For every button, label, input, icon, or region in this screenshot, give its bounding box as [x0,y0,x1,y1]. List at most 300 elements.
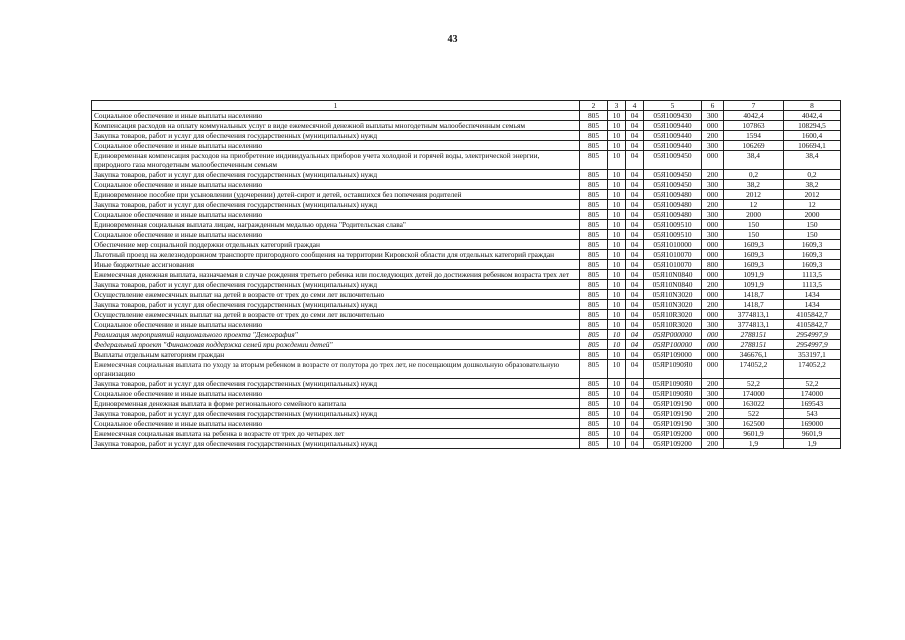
row-target-code-cell: 05ЯP109000 [644,350,702,360]
row-amount-1-cell: 163022 [724,399,784,409]
table-row [92,310,841,320]
row-subsection-cell: 04 [626,121,644,131]
row-name-cell: Социальное обеспечение и иные выплаты населению [92,320,580,330]
row-section-cell: 10 [608,429,626,439]
row-name-cell: Единовременное пособие при усыновлении (удочерении) детей-сирот и детей, оставшихся без попечения родителей [92,190,580,200]
row-amount-2-cell: 1609,3 [784,240,841,250]
row-subsection-cell: 04 [626,240,644,250]
row-amount-1-cell: 9601,9 [724,429,784,439]
row-name-cell: Закупка товаров, работ и услуг для обеспечения государственных (муниципальных) нужд [92,409,580,419]
row-name-cell: Единовременная социальная выплата лицам, награжденным медалью ордена "Родительская слава" [92,220,580,230]
column-header-1: 1 [92,101,580,111]
row-name-cell: Закупка товаров, работ и услуг для обеспечения государственных (муниципальных) нужд [92,379,580,389]
row-name-cell: Закупка товаров, работ и услуг для обеспечения государственных (муниципальных) нужд [92,439,580,449]
row-amount-2-cell: 2012 [784,190,841,200]
row-section-cell: 10 [608,399,626,409]
row-amount-1-cell: 1609,3 [724,250,784,260]
table-row [92,220,841,230]
row-name-cell: Социальное обеспечение и иные выплаты населению [92,230,580,240]
row-name-cell: Льготный проезд на железнодорожном транспорте пригородного сообщения на территории Кировской области для отдельных категорий граждан [92,250,580,260]
row-name-cell: Закупка товаров, работ и услуг для обеспечения государственных (муниципальных) нужд [92,300,580,310]
table-row [92,330,841,340]
row-amount-1-cell: 1418,7 [724,300,784,310]
row-amount-1-cell: 346676,1 [724,350,784,360]
row-ved-cell: 805 [580,429,608,439]
row-expense-type-cell: 200 [702,439,724,449]
row-amount-2-cell: 1609,3 [784,260,841,270]
row-ved-cell: 805 [580,409,608,419]
row-target-code-cell: 05Я1009480 [644,190,702,200]
row-expense-type-cell: 300 [702,180,724,190]
row-section-cell: 10 [608,350,626,360]
row-ved-cell: 805 [580,280,608,290]
row-expense-type-cell: 200 [702,170,724,180]
row-ved-cell: 805 [580,131,608,141]
row-ved-cell: 805 [580,360,608,379]
row-name-cell: Осуществление ежемесячных выплат на детей в возрасте от трех до семи лет включительно [92,310,580,320]
table-row [92,170,841,180]
row-subsection-cell: 04 [626,141,644,151]
row-ved-cell: 805 [580,419,608,429]
column-header-8: 8 [784,101,841,111]
row-subsection-cell: 04 [626,220,644,230]
row-target-code-cell: 05ЯP100000 [644,340,702,350]
table-row [92,379,841,389]
table-body [92,111,841,449]
row-target-code-cell: 05Я1010070 [644,250,702,260]
row-amount-1-cell: 174052,2 [724,360,784,379]
table-row [92,360,841,379]
row-amount-1-cell: 2788151 [724,330,784,340]
row-target-code-cell: 05Я1010070 [644,260,702,270]
row-name-cell: Социальное обеспечение и иные выплаты населению [92,210,580,220]
table-row [92,270,841,280]
row-ved-cell: 805 [580,180,608,190]
row-ved-cell: 805 [580,320,608,330]
row-section-cell: 10 [608,360,626,379]
row-section-cell: 10 [608,300,626,310]
row-subsection-cell: 04 [626,310,644,320]
table-row [92,250,841,260]
row-section-cell: 10 [608,260,626,270]
row-name-cell: Закупка товаров, работ и услуг для обеспечения государственных (муниципальных) нужд [92,131,580,141]
row-expense-type-cell: 000 [702,121,724,131]
row-section-cell: 10 [608,230,626,240]
row-amount-1-cell: 150 [724,220,784,230]
row-section-cell: 10 [608,330,626,340]
table-row [92,419,841,429]
row-ved-cell: 805 [580,240,608,250]
row-amount-2-cell: 2954997,9 [784,330,841,340]
row-section-cell: 10 [608,379,626,389]
row-subsection-cell: 04 [626,429,644,439]
row-ved-cell: 805 [580,170,608,180]
row-expense-type-cell: 300 [702,230,724,240]
row-section-cell: 10 [608,210,626,220]
table-row [92,200,841,210]
row-amount-1-cell: 12 [724,200,784,210]
row-section-cell: 10 [608,190,626,200]
row-amount-2-cell: 38,4 [784,151,841,170]
row-ved-cell: 805 [580,439,608,449]
row-expense-type-cell: 200 [702,280,724,290]
row-amount-1-cell: 174000 [724,389,784,399]
row-amount-1-cell: 1609,3 [724,260,784,270]
row-expense-type-cell: 000 [702,340,724,350]
row-amount-1-cell: 107863 [724,121,784,131]
row-target-code-cell: 05Я1009450 [644,180,702,190]
row-subsection-cell: 04 [626,230,644,240]
row-ved-cell: 805 [580,260,608,270]
row-amount-2-cell: 174000 [784,389,841,399]
row-section-cell: 10 [608,439,626,449]
row-name-cell: Единовременная денежная выплата в форме регионального семейного капитала [92,399,580,409]
row-subsection-cell: 04 [626,151,644,170]
table-row [92,340,841,350]
row-subsection-cell: 04 [626,200,644,210]
row-target-code-cell: 05Я1009450 [644,151,702,170]
row-amount-1-cell: 106269 [724,141,784,151]
row-amount-2-cell: 38,2 [784,180,841,190]
row-amount-1-cell: 1609,3 [724,240,784,250]
row-section-cell: 10 [608,250,626,260]
row-expense-type-cell: 300 [702,141,724,151]
row-expense-type-cell: 200 [702,131,724,141]
row-amount-2-cell: 2000 [784,210,841,220]
row-target-code-cell: 05Я10R3020 [644,320,702,330]
row-subsection-cell: 04 [626,131,644,141]
row-ved-cell: 805 [580,350,608,360]
row-amount-2-cell: 150 [784,220,841,230]
row-expense-type-cell: 300 [702,210,724,220]
row-amount-2-cell: 543 [784,409,841,419]
budget-table [91,100,841,449]
row-amount-2-cell: 12 [784,200,841,210]
row-amount-2-cell: 9601,9 [784,429,841,439]
row-amount-2-cell: 4105842,7 [784,320,841,330]
row-subsection-cell: 04 [626,300,644,310]
row-name-cell: Социальное обеспечение и иные выплаты населению [92,180,580,190]
row-name-cell: Ежемесячная социальная выплата по уходу за вторым ребенком в возрасте от полутора до трех лет, не посещающим дошкольную образовательную организацию [92,360,580,379]
row-subsection-cell: 04 [626,270,644,280]
row-expense-type-cell: 000 [702,330,724,340]
row-name-cell: Закупка товаров, работ и услуг для обеспечения государственных (муниципальных) нужд [92,200,580,210]
row-target-code-cell: 05ЯP109200 [644,429,702,439]
row-section-cell: 10 [608,170,626,180]
row-ved-cell: 805 [580,330,608,340]
row-ved-cell: 805 [580,379,608,389]
row-subsection-cell: 04 [626,419,644,429]
row-target-code-cell: 05Я1009510 [644,220,702,230]
table-row [92,190,841,200]
row-expense-type-cell: 000 [702,310,724,320]
row-ved-cell: 805 [580,230,608,240]
row-section-cell: 10 [608,290,626,300]
row-name-cell: Компенсация расходов на оплату коммунальных услуг в виде ежемесячной денежной выплаты многодетным малообеспеченным семьям [92,121,580,131]
row-expense-type-cell: 200 [702,200,724,210]
row-section-cell: 10 [608,220,626,230]
row-amount-1-cell: 150 [724,230,784,240]
row-amount-2-cell: 1609,3 [784,250,841,260]
table-row [92,439,841,449]
row-target-code-cell: 05ЯP1090Я0 [644,389,702,399]
row-subsection-cell: 04 [626,340,644,350]
row-target-code-cell: 05Я10N0840 [644,270,702,280]
row-expense-type-cell: 000 [702,350,724,360]
row-section-cell: 10 [608,111,626,121]
row-target-code-cell: 05Я1009440 [644,121,702,131]
row-target-code-cell: 05ЯP1090Я0 [644,360,702,379]
row-name-cell: Иные бюджетные ассигнования [92,260,580,270]
row-subsection-cell: 04 [626,111,644,121]
row-expense-type-cell: 000 [702,220,724,230]
row-target-code-cell: 05Я10N0840 [644,280,702,290]
row-target-code-cell: 05Я1009440 [644,141,702,151]
row-ved-cell: 805 [580,399,608,409]
row-expense-type-cell: 000 [702,151,724,170]
row-amount-2-cell: 353197,1 [784,350,841,360]
row-expense-type-cell: 000 [702,360,724,379]
row-subsection-cell: 04 [626,190,644,200]
table-row [92,210,841,220]
row-amount-2-cell: 2954997,9 [784,340,841,350]
row-ved-cell: 805 [580,141,608,151]
row-subsection-cell: 04 [626,320,644,330]
row-target-code-cell: 05Я10N3020 [644,300,702,310]
row-subsection-cell: 04 [626,170,644,180]
row-amount-1-cell: 38,4 [724,151,784,170]
table-row [92,290,841,300]
table-row [92,389,841,399]
row-section-cell: 10 [608,240,626,250]
row-name-cell: Обеспечение мер социальной поддержки отдельных категорий граждан [92,240,580,250]
row-target-code-cell: 05Я1009510 [644,230,702,240]
row-ved-cell: 805 [580,290,608,300]
row-subsection-cell: 04 [626,399,644,409]
row-amount-1-cell: 1,9 [724,439,784,449]
row-ved-cell: 805 [580,111,608,121]
row-amount-1-cell: 1091,9 [724,280,784,290]
table-row [92,280,841,290]
column-header-5: 5 [644,101,702,111]
row-name-cell: Социальное обеспечение и иные выплаты населению [92,111,580,121]
row-ved-cell: 805 [580,190,608,200]
row-amount-1-cell: 522 [724,409,784,419]
row-expense-type-cell: 800 [702,260,724,270]
table-row [92,111,841,121]
row-name-cell: Федеральный проект "Финансовая поддержка семей при рождении детей" [92,340,580,350]
table-row [92,260,841,270]
row-name-cell: Закупка товаров, работ и услуг для обеспечения государственных (муниципальных) нужд [92,170,580,180]
column-header-3: 3 [608,101,626,111]
table-row [92,131,841,141]
row-name-cell: Осуществление ежемесячных выплат на детей в возрасте от трех до семи лет включительно [92,290,580,300]
row-expense-type-cell: 300 [702,111,724,121]
row-target-code-cell: 05Я1009480 [644,200,702,210]
row-amount-2-cell: 174052,2 [784,360,841,379]
row-amount-1-cell: 4042,4 [724,111,784,121]
row-section-cell: 10 [608,180,626,190]
row-section-cell: 10 [608,280,626,290]
table-row [92,350,841,360]
row-subsection-cell: 04 [626,350,644,360]
table-row [92,151,841,170]
row-ved-cell: 805 [580,389,608,399]
row-section-cell: 10 [608,419,626,429]
row-subsection-cell: 04 [626,389,644,399]
row-name-cell: Единовременная компенсация расходов на приобретение индивидуальных приборов учета холодной и горячей воды, электрической энергии, природного газа многодетным малообеспеченным семьям [92,151,580,170]
row-amount-1-cell: 1594 [724,131,784,141]
row-ved-cell: 805 [580,300,608,310]
row-subsection-cell: 04 [626,290,644,300]
row-expense-type-cell: 000 [702,399,724,409]
row-subsection-cell: 04 [626,180,644,190]
row-expense-type-cell: 000 [702,270,724,280]
row-subsection-cell: 04 [626,250,644,260]
row-subsection-cell: 04 [626,330,644,340]
row-amount-2-cell: 1434 [784,290,841,300]
row-section-cell: 10 [608,141,626,151]
row-expense-type-cell: 000 [702,190,724,200]
row-amount-2-cell: 1434 [784,300,841,310]
row-section-cell: 10 [608,200,626,210]
row-subsection-cell: 04 [626,379,644,389]
row-amount-2-cell: 52,2 [784,379,841,389]
row-target-code-cell: 05Я10R3020 [644,310,702,320]
row-target-code-cell: 05ЯP109190 [644,409,702,419]
row-expense-type-cell: 300 [702,389,724,399]
row-amount-2-cell: 0,2 [784,170,841,180]
row-section-cell: 10 [608,310,626,320]
table-header [92,101,841,111]
row-amount-2-cell: 169543 [784,399,841,409]
row-target-code-cell: 05ЯP109190 [644,399,702,409]
row-name-cell: Закупка товаров, работ и услуг для обеспечения государственных (муниципальных) нужд [92,280,580,290]
row-name-cell: Ежемесячная денежная выплата, назначаемая в случае рождения третьего ребенка или последующих детей до достижения ребенком возраста трех лет [92,270,580,280]
table-row [92,121,841,131]
row-ved-cell: 805 [580,270,608,280]
row-target-code-cell: 05ЯP109200 [644,439,702,449]
row-expense-type-cell: 200 [702,300,724,310]
row-subsection-cell: 04 [626,210,644,220]
row-section-cell: 10 [608,340,626,350]
table-row [92,429,841,439]
row-ved-cell: 805 [580,250,608,260]
table-row [92,300,841,310]
row-subsection-cell: 04 [626,439,644,449]
row-amount-1-cell: 2000 [724,210,784,220]
table-row [92,399,841,409]
row-name-cell: Социальное обеспечение и иные выплаты населению [92,389,580,399]
row-target-code-cell: 05Я1009450 [644,170,702,180]
row-target-code-cell: 05Я1009440 [644,131,702,141]
row-expense-type-cell: 000 [702,240,724,250]
row-target-code-cell: 05Я1009480 [644,210,702,220]
row-amount-2-cell: 108294,5 [784,121,841,131]
row-amount-1-cell: 3774813,1 [724,320,784,330]
row-amount-1-cell: 2012 [724,190,784,200]
row-expense-type-cell: 300 [702,419,724,429]
row-expense-type-cell: 000 [702,290,724,300]
row-target-code-cell: 05ЯP109190 [644,419,702,429]
column-header-7: 7 [724,101,784,111]
row-expense-type-cell: 000 [702,429,724,439]
column-header-6: 6 [702,101,724,111]
row-ved-cell: 805 [580,210,608,220]
row-section-cell: 10 [608,320,626,330]
row-amount-2-cell: 1600,4 [784,131,841,141]
row-section-cell: 10 [608,151,626,170]
row-ved-cell: 805 [580,151,608,170]
row-amount-2-cell: 169000 [784,419,841,429]
row-amount-1-cell: 2788151 [724,340,784,350]
row-name-cell: Ежемесячная социальная выплата на ребенка в возрасте от трех до четырех лет [92,429,580,439]
column-header-2: 2 [580,101,608,111]
row-amount-2-cell: 106694,1 [784,141,841,151]
row-amount-2-cell: 1113,5 [784,280,841,290]
row-section-cell: 10 [608,409,626,419]
row-ved-cell: 805 [580,200,608,210]
row-amount-2-cell: 150 [784,230,841,240]
row-amount-2-cell: 4105842,7 [784,310,841,320]
row-amount-1-cell: 1418,7 [724,290,784,300]
table-row [92,409,841,419]
row-name-cell: Выплаты отдельным категориям граждан [92,350,580,360]
header-row [92,101,841,111]
row-ved-cell: 805 [580,121,608,131]
row-name-cell: Реализация мероприятий национального проекта "Демография" [92,330,580,340]
row-target-code-cell: 05ЯP000000 [644,330,702,340]
row-subsection-cell: 04 [626,360,644,379]
row-subsection-cell: 04 [626,409,644,419]
table-row [92,230,841,240]
row-name-cell: Социальное обеспечение и иные выплаты населению [92,141,580,151]
row-ved-cell: 805 [580,310,608,320]
table-row [92,320,841,330]
page-number: 43 [447,34,458,45]
row-section-cell: 10 [608,131,626,141]
row-amount-2-cell: 1113,5 [784,270,841,280]
row-section-cell: 10 [608,389,626,399]
row-target-code-cell: 05Я10N3020 [644,290,702,300]
column-header-4: 4 [626,101,644,111]
row-subsection-cell: 04 [626,280,644,290]
row-amount-1-cell: 3774813,1 [724,310,784,320]
row-name-cell: Социальное обеспечение и иные выплаты населению [92,419,580,429]
row-amount-1-cell: 1091,9 [724,270,784,280]
row-amount-1-cell: 0,2 [724,170,784,180]
row-target-code-cell: 05Я1010000 [644,240,702,250]
row-expense-type-cell: 000 [702,250,724,260]
table-row [92,141,841,151]
row-expense-type-cell: 200 [702,379,724,389]
row-amount-2-cell: 1,9 [784,439,841,449]
row-expense-type-cell: 200 [702,409,724,419]
row-section-cell: 10 [608,270,626,280]
row-subsection-cell: 04 [626,260,644,270]
row-expense-type-cell: 300 [702,320,724,330]
row-amount-1-cell: 38,2 [724,180,784,190]
row-target-code-cell: 05ЯP1090Я0 [644,379,702,389]
row-amount-1-cell: 52,2 [724,379,784,389]
row-section-cell: 10 [608,121,626,131]
table-row [92,180,841,190]
table-row [92,240,841,250]
row-ved-cell: 805 [580,340,608,350]
row-target-code-cell: 05Я1009430 [644,111,702,121]
row-amount-2-cell: 4042,4 [784,111,841,121]
row-ved-cell: 805 [580,220,608,230]
